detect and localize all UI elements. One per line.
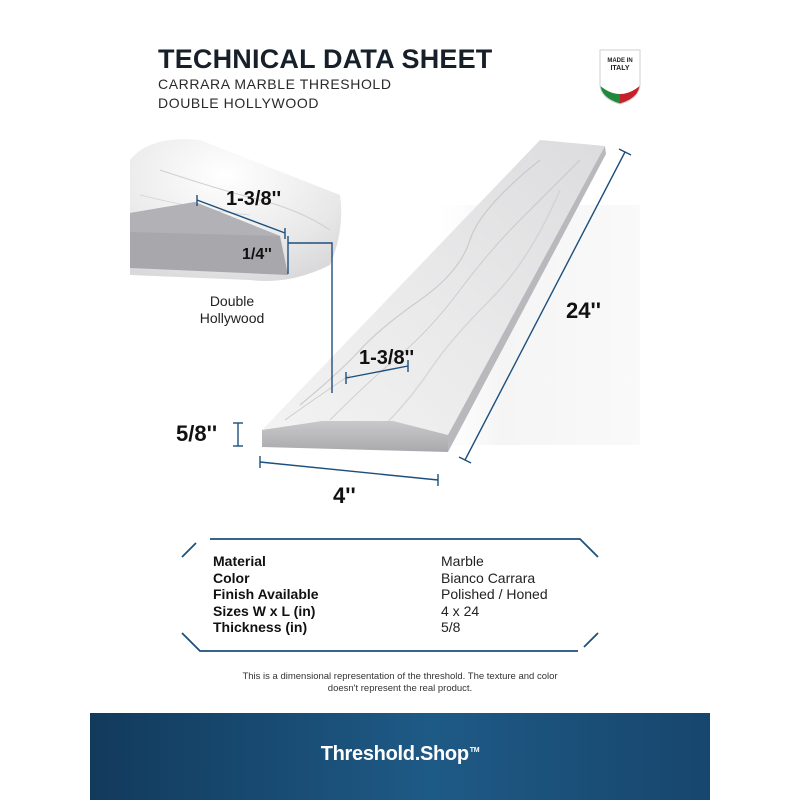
profile-label-line1: Double — [209, 293, 255, 309]
spec-row-thickness — [213, 619, 593, 636]
brand-logo-text: Threshold.Shop — [320, 743, 469, 765]
detail-edge-dimension-label: 1/4'' — [242, 246, 272, 263]
spec-label: Sizes W x L (in) — [213, 602, 316, 619]
profile-name: DOUBLE HOLLYWOOD — [158, 95, 320, 111]
spec-value: Bianco Carrara — [441, 569, 536, 586]
spec-value: 4 x 24 — [441, 602, 480, 619]
spec-label: Thickness (in) — [213, 619, 308, 635]
spec-label: Finish Available — [213, 586, 319, 602]
width-dimension-line — [260, 462, 438, 480]
trademark-mark: TM — [469, 747, 480, 755]
thickness-dimension-label: 5/8'' — [176, 421, 218, 446]
disclaimer-line2: doesn't represent the real product. — [327, 683, 473, 694]
profile-label-line2: Hollywood — [199, 310, 265, 326]
bevel-dimension-label: 1-3/8'' — [359, 347, 415, 369]
width-dimension-label: 4'' — [333, 483, 356, 508]
spec-row-material — [213, 553, 593, 570]
spec-value: 5/8 — [441, 619, 461, 635]
disclaimer-line1: This is a dimensional representation of the threshold. The texture and color — [242, 671, 558, 682]
spec-value: Polished / Honed — [441, 586, 548, 602]
length-dimension-label: 24'' — [566, 298, 601, 323]
spec-label: Color — [213, 569, 250, 586]
page-title: TECHNICAL DATA SHEET — [158, 44, 493, 74]
spec-frame-bottom — [182, 633, 578, 651]
spec-table — [213, 553, 593, 636]
disclaimer — [200, 671, 600, 695]
product-name: CARRARA MARBLE THRESHOLD — [158, 76, 392, 92]
spec-row-finish — [213, 586, 593, 603]
spec-row-sizes — [213, 603, 593, 620]
badge-line1: MADE IN — [607, 58, 633, 64]
detail-top-dimension-label: 1-3/8'' — [226, 188, 282, 210]
spec-label: Material — [213, 553, 266, 569]
spec-row-color — [213, 570, 593, 587]
brand-logo — [90, 743, 710, 766]
profile-detail-label — [190, 293, 274, 327]
badge-line2: ITALY — [610, 65, 630, 72]
spec-value: Marble — [441, 553, 484, 569]
footer-banner — [90, 713, 710, 800]
